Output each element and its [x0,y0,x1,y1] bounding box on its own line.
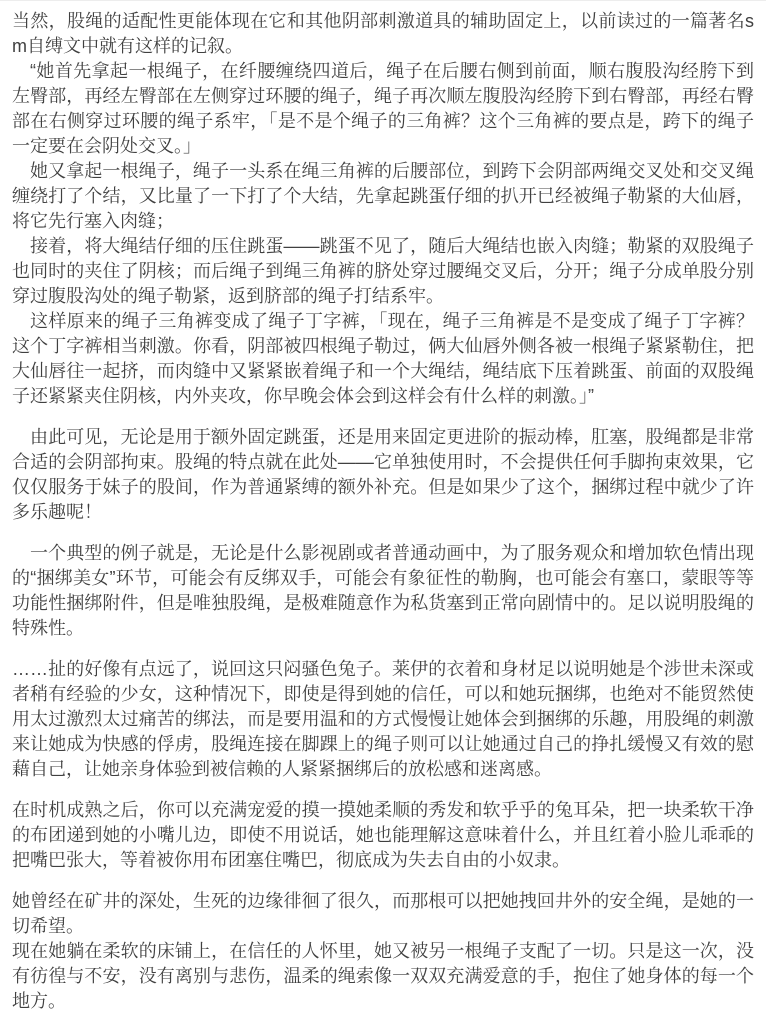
paragraph: 现在她躺在柔软的床铺上，在信任的人怀里，她又被另一根绳子支配了一切。只是这一次，没有彷徨与不安，没有离别与悲伤，温柔的绳索像一双双充满爱意的手，抱住了她身体的每一个地方。 [12,941,754,1011]
paragraph: 一个典型的例子就是，无论是什么影视剧或者普通动画中，为了服务观众和增加软色情出现的“捆绑美女”环节，可能会有反绑双手，可能会有象征性的勒胸，也可能会有塞口，蒙眼等等功能性捆绑附件，但是唯独股绳，是极难随意作为私货塞到正常向剧情中的。足以说明股绳的特殊性。 [12,543,754,638]
paragraph: 在时机成熟之后，你可以充满宠爱的摸一摸她柔顺的秀发和软乎乎的兔耳朵，把一块柔软干净的布团递到她的小嘴儿边，即使不用说话，她也能理解这意味着什么，并且红着小脸儿乖乖的把嘴巴张大，等着被你用布团塞住嘴巴，彻底成为失去自由的小奴隶。 [12,800,754,870]
paragraph: 由此可见，无论是用于额外固定跳蛋，还是用来固定更进阶的振动棒，肛塞，股绳都是非常合适的会阴部拘束。股绳的特点就在此处——它单独使用时，不会提供任何手脚拘束效果，它仅仅服务于妹子的股间，作为普通紧缚的额外补充。但是如果少了这个，捆绑过程中就少了许多乐趣呢！ [12,427,754,522]
paragraph: ……扯的好像有点远了，说回这只闷骚色兔子。莱伊的衣着和身材足以说明她是个涉世未深或者稍有经验的少女，这种情况下，即使是得到她的信任，可以和她玩捆绑，也绝对不能贸然使用太过激烈太过痛苦的绑法，而是要用温和的方式慢慢让她体会到捆绑的乐趣，用股绳的刺激来让她成为快感的俘虏，股绳连接在脚踝上的绳子则可以让她通过自己的挣扎缓慢又有效的慰藉自己，让她亲身体验到被信赖的人紧紧捆绑后的放松感和迷离感。 [12,659,754,779]
paragraph: 这样原来的绳子三角裤变成了绳子丁字裤，「现在，绳子三角裤是不是变成了绳子丁字裤？这个丁字裤相当刺激。你看，阴部被四根绳子勒过，俩大仙唇外侧各被一根绳子紧紧勒住，把大仙唇往一起挤，而肉缝中又紧紧嵌着绳子和一个大绳结，绳结底下压着跳蛋、前面的双股绳子还紧紧夹住阴核，内外夹攻，你早晚会体会到这样会有什么样的刺激。」” [12,311,754,406]
paragraph: 她又拿起一根绳子，绳子一头系在绳三角裤的后腰部位，到跨下会阴部两绳交叉处和交叉绳缠绕打了个结，又比量了一下打了个大结，先拿起跳蛋仔细的扒开已经被绳子勒紧的大仙唇，将它先行塞入肉缝； [12,161,754,231]
paragraph: 接着，将大绳结仔细的压住跳蛋——跳蛋不见了，随后大绳结也嵌入肉缝；勒紧的双股绳子也同时的夹住了阴核；而后绳子到绳三角裤的脐处穿过腰绳交叉后，分开；绳子分成单股分别穿过腹股沟处的绳子勒紧，返到脐部的绳子打结系牢。 [12,236,754,306]
paragraph: 当然，股绳的适配性更能体现在它和其他阴部刺激道具的辅助固定上，以前读过的一篇著名sm自缚文中就有这样的记叙。 [12,11,754,56]
paragraph: 她曾经在矿井的深处，生死的边缘徘徊了很久，而那根可以把她拽回井外的安全绳，是她的一切希望。 [12,891,754,936]
paragraph: “她首先拿起一根绳子，在纤腰缠绕四道后，绳子在后腰右侧到前面，顺右腹股沟经胯下到左臀部，再经左臀部在左侧穿过环腰的绳子，绳子再次顺左腹股沟经胯下到右臀部，再经右臀部在右侧穿过环腰的绳子系牢，「是不是个绳子的三角裤？这个三角裤的要点是，跨下的绳子一定要在会阴处交叉。」 [12,61,754,156]
